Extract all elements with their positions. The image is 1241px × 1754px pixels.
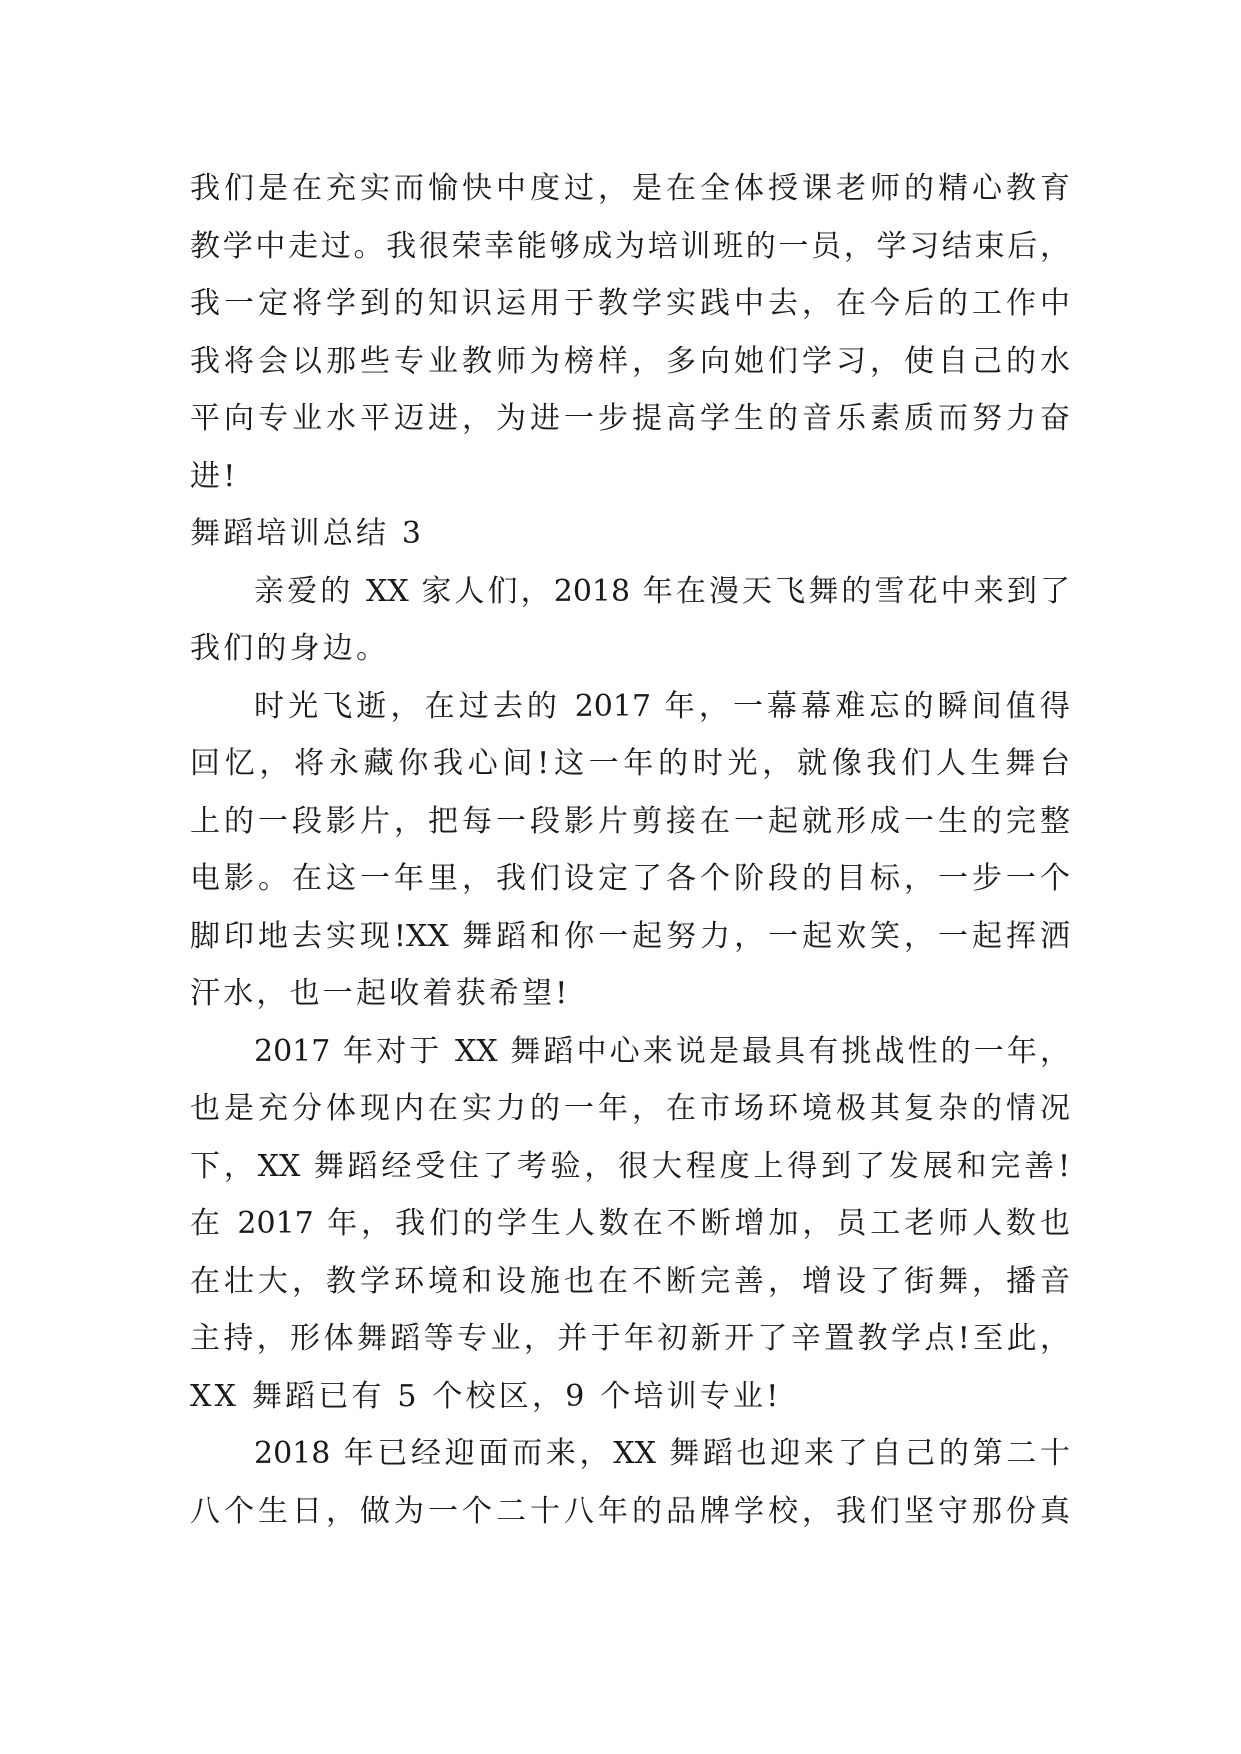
paragraph-first-line: 2017 年对于 XX 舞蹈中心来说是最具有挑战性的一年， — [254, 1033, 1070, 1069]
paragraph-first-line: 时光飞逝，在过去的 2017 年，一幕幕难忘的瞬间值得 — [254, 688, 1070, 724]
body-text-line: 我将会以那些专业教师为榜样，多向她们学习，使自己的水 — [190, 343, 1070, 379]
body-text-line: 在壮大，教学环境和设施也在不断完善，增设了街舞，播音 — [190, 1263, 1070, 1299]
body-text-line: 也是充分体现内在实力的一年，在市场环境极其复杂的情况 — [190, 1091, 1070, 1126]
section-heading: 舞蹈培训总结 3 — [190, 516, 425, 551]
body-text-line: 上的一段影片，把每一段影片剪接在一起就形成一生的完整 — [190, 803, 1070, 839]
paragraph-first-line: 亲爱的 XX 家人们，2018 年在漫天飞舞的雪花中来到了 — [254, 573, 1070, 609]
body-text-line: 平向专业水平迈进，为进一步提高学生的音乐素质而努力奋 — [190, 401, 1070, 436]
body-text-line: 主持，形体舞蹈等专业，并于年初新开了辛置教学点!至此， — [190, 1321, 1070, 1356]
body-text-line: 八个生日，做为一个二十八年的品牌学校，我们坚守那份真 — [190, 1493, 1070, 1529]
body-text-line: 汗水，也一起收着获希望! — [190, 976, 571, 1011]
body-text-line: 回忆，将永藏你我心间!这一年的时光，就像我们人生舞台 — [190, 746, 1070, 781]
body-text-line: 下，XX 舞蹈经受住了考验，很大程度上得到了发展和完善! — [190, 1148, 1070, 1184]
body-text-line: 在 2017 年，我们的学生人数在不断增加，员工老师人数也 — [190, 1206, 1070, 1241]
body-text-line: 电影。在这一年里，我们设定了各个阶段的目标，一步一个 — [190, 861, 1070, 896]
body-text-line: 我们的身边。 — [190, 631, 390, 666]
paragraph-first-line: 2018 年已经迎面而来，XX 舞蹈也迎来了自己的第二十 — [254, 1436, 1070, 1471]
body-text-line: 我们是在充实而愉快中度过，是在全体授课老师的精心教育 — [190, 171, 1070, 206]
body-text-line: 脚印地去实现!XX 舞蹈和你一起努力，一起欢笑，一起挥洒 — [190, 918, 1070, 954]
document-body — [190, 160, 1070, 1540]
body-text-line: 教学中走过。我很荣幸能够成为培训班的一员，学习结束后， — [190, 228, 1070, 264]
body-text-line: 我一定将学到的知识运用于教学实践中去，在今后的工作中 — [190, 286, 1070, 321]
body-text-line: XX 舞蹈已有 5 个校区，9 个培训专业! — [190, 1378, 782, 1414]
body-text-line: 进! — [190, 458, 239, 494]
